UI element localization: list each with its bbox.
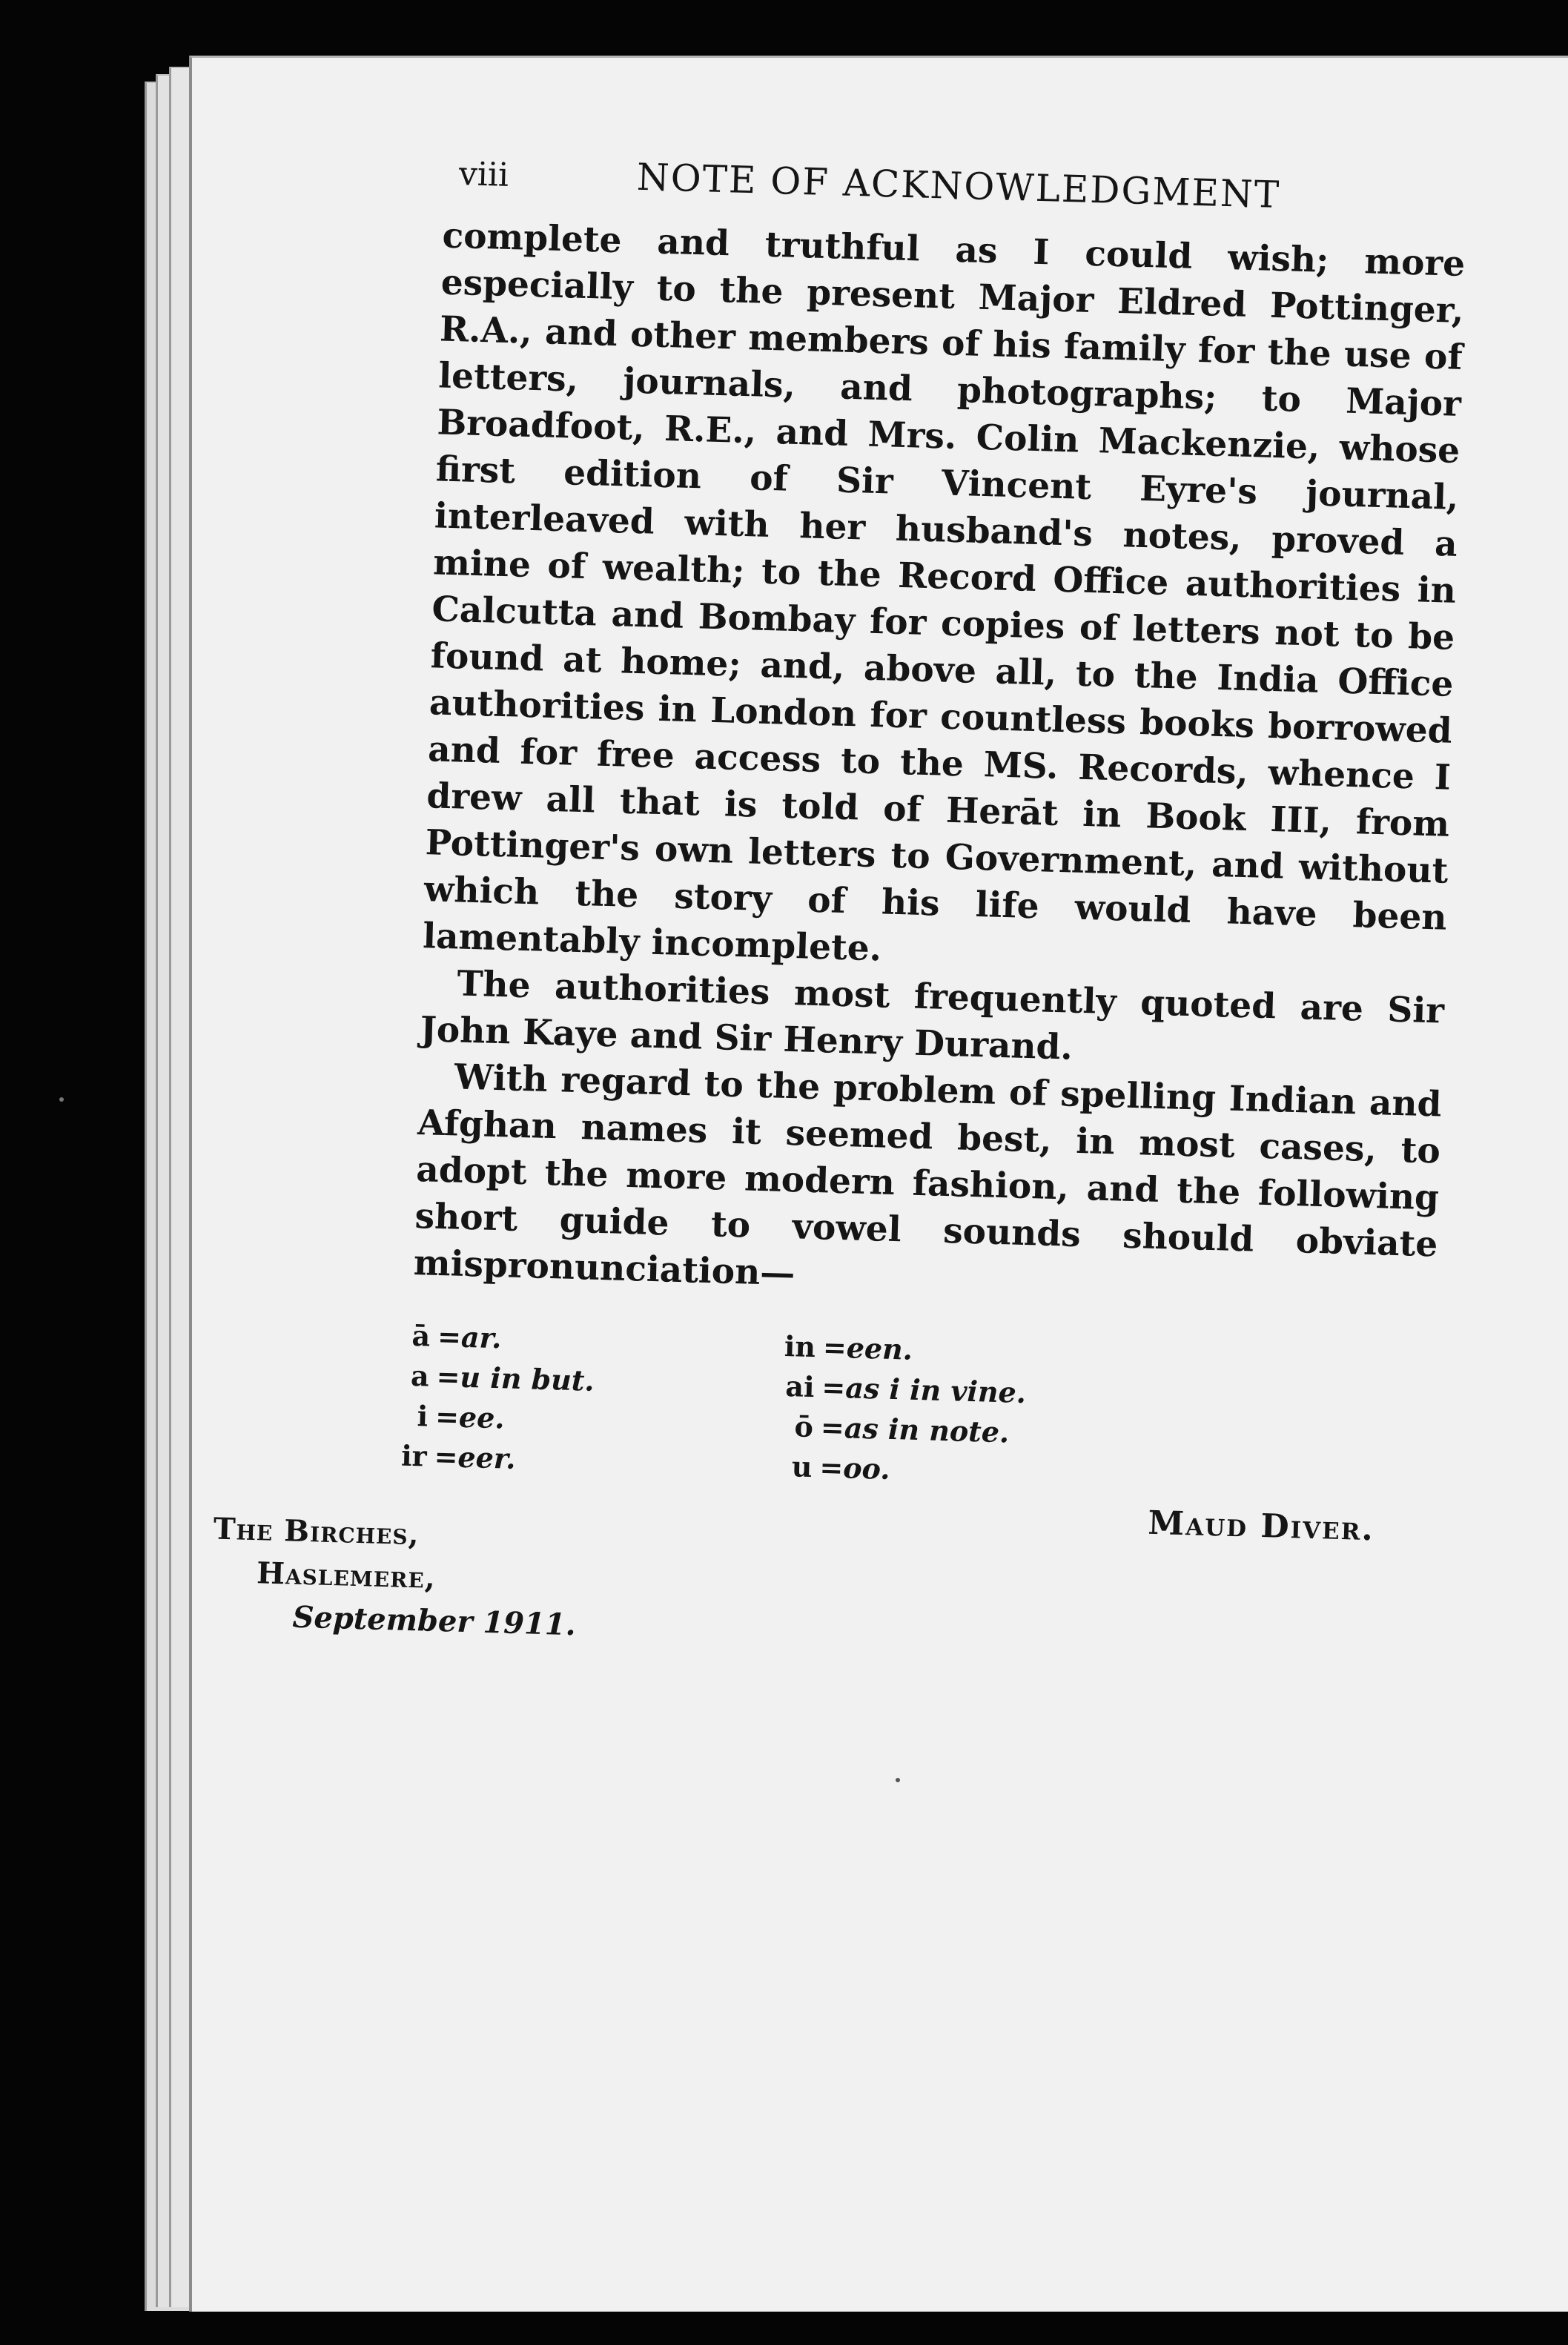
vowel-sound: een.: [846, 1331, 913, 1366]
vowel-letter: a: [410, 1358, 430, 1393]
vowel-letter: in: [784, 1329, 816, 1364]
vowel-equals: =: [434, 1439, 459, 1474]
page-content: [202, 145, 1466, 1682]
vowel-letter: ai: [784, 1369, 816, 1404]
page-number: viii: [458, 155, 509, 194]
vowel-equals: =: [437, 1319, 462, 1354]
vowel-equals: =: [820, 1410, 845, 1445]
author-signature: Maud Diver.: [1147, 1504, 1375, 1549]
vowel-letter: ō: [794, 1409, 814, 1444]
running-head: NOTE OF ACKNOWLEDGMENT: [636, 155, 1281, 217]
vowel-column-left: [371, 1315, 761, 1486]
vowel-equals: =: [436, 1359, 461, 1394]
vowel-sound: ar.: [460, 1320, 503, 1355]
address-block: [211, 1508, 579, 1647]
signature-block: [202, 1478, 1423, 1682]
address-line: The Birches,: [213, 1511, 420, 1552]
vowel-guide: [371, 1315, 1427, 1505]
vowel-equals: =: [818, 1450, 844, 1485]
vowel-sound: eer.: [457, 1440, 517, 1475]
scan-speck: [896, 1778, 900, 1782]
body-text: [413, 213, 1466, 1315]
vowel-letter: ā: [411, 1318, 431, 1353]
vowel-sound: oo.: [842, 1451, 891, 1486]
vowel-letter: i: [417, 1399, 429, 1433]
scan-speck: [59, 1097, 64, 1102]
address-line: Haslemere,: [256, 1555, 437, 1595]
vowel-equals: =: [822, 1330, 847, 1365]
vowel-letter: ir: [400, 1438, 428, 1473]
vowel-sound: ee.: [458, 1400, 506, 1435]
vowel-sound: as i in vine.: [844, 1371, 1027, 1410]
vowel-letter: u: [791, 1449, 813, 1484]
address-date: September 1911.: [291, 1599, 577, 1643]
paragraph: complete and truthful as I could wish; more especially to the present Major Eldred Pottinger, R.A., and other members of his family for the use of letters, journals, and photographs; to Major Broadfoot, R.E., and Mrs. Colin Mackenzie, whose first edition of Sir Vincent Eyre's journal, interleaved with her husband's notes, proved a mine of wealth; to the Record Office authorities in Calcutta and Bombay for copies of letters not to be found at home; and, above all, to the India Office authorities in London for countless books borrowed and for free access to the MS. Records, whence I drew all that is told of Herāt in Book III, from Pottinger's own letters to Government, and without which the story of his life would have been lamentably incomplete.: [422, 215, 1466, 970]
vowel-sound: as in note.: [844, 1411, 1010, 1449]
paragraph: The authorities most frequently quoted are Sir John Kaye and Sir Henry Durand.: [419, 963, 1445, 1068]
vowel-equals: =: [821, 1370, 846, 1405]
paragraph: With regard to the problem of spelling Indian and Afghan names it seemed best, in most cases, to adopt the more modern fashion, and the following short guide to vowel sounds should obviate mispronunciation—: [413, 1056, 1443, 1294]
vowel-sound: u in but.: [459, 1360, 595, 1398]
vowel-equals: =: [434, 1399, 460, 1434]
vowel-column-right: [756, 1326, 1146, 1496]
